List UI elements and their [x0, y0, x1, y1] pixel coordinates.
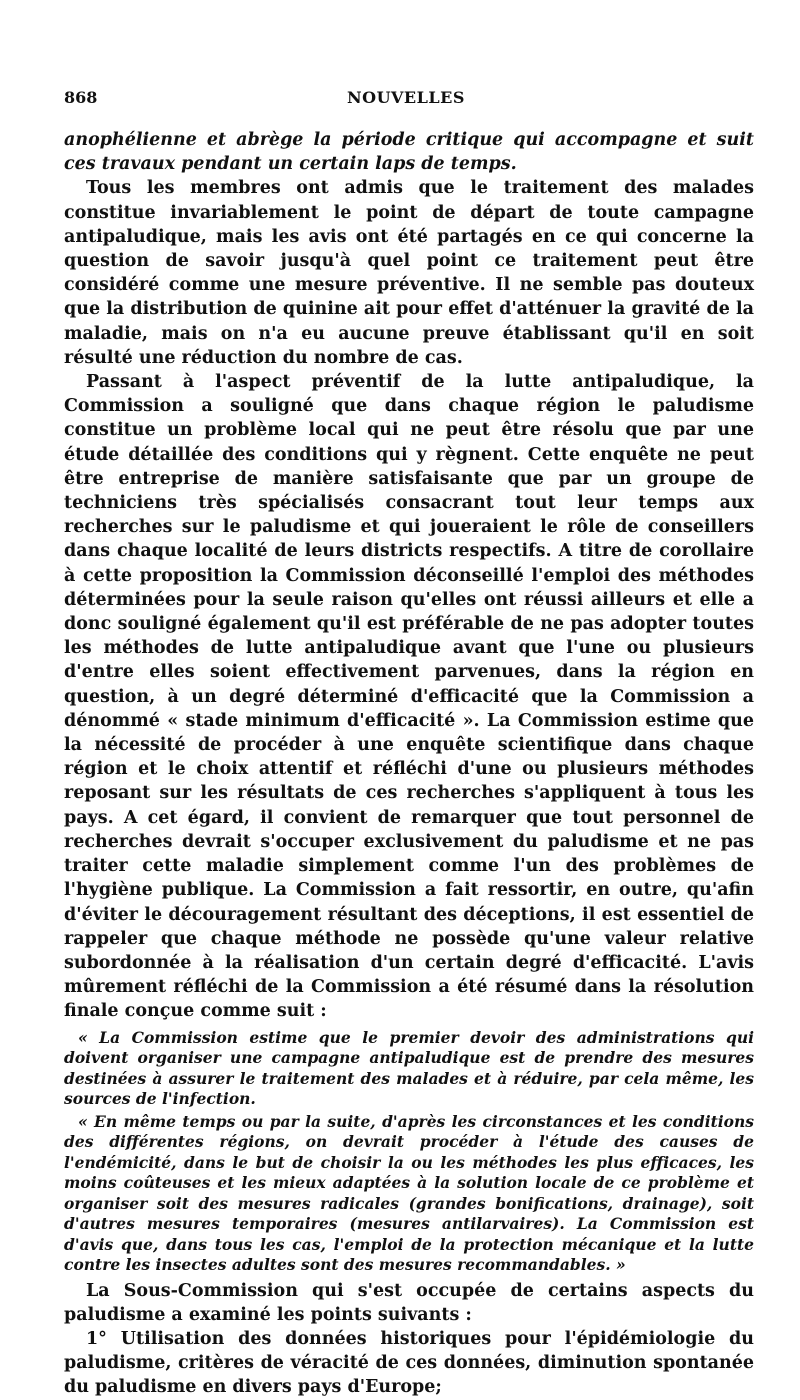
quote-resolution-1: « La Commission estime que le premier devoir des administrations qui doivent organiser une campagne antipaludique est de prendre des mesures destinées à assurer le traitement des malades et à réduire, par cela même, les sources de l'infection. — [64, 1027, 754, 1109]
paragraph-preventive: Passant à l'aspect préventif de la lutte antipaludique, la Commission a souligné que dans chaque région le paludisme constitue un problème local qui ne peut être résolu que par une étude détaillée des conditions qui y règnent. Cette enquête ne peut être entreprise de manière satisfaisante que par un groupe de techniciens très spécialisés consacrant tout leur temps aux recherches sur le paludisme et qui joueraient le rôle de conseillers dans chaque localité de leurs districts respectifs. A titre de corollaire à cette proposition la Commission déconseillé l'emploi des méthodes déterminées pour la seule raison qu'elles ont réussi ailleurs et elle a donc souligné également qu'il est préférable de ne pas adopter toutes les méthodes de lutte antipaludique avant que l'une ou plusieurs d'entre elles soient effectivement parvenues, dans la région en question, à un degré déterminé d'efficacité que la Commission a dénommé « stade minimum d'efficacité ». La Commission estime que la nécessité de procéder à une enquête scientifique dans chaque région et le choix attentif et réfléchi d'une ou plusieurs méthodes reposant sur les résultats de ces recherches s'appliquent à tous les pays. A cet égard, il convient de remarquer que tout personnel de recherches devrait s'occuper exclusivement du paludisme et ne pas traiter cette maladie simplement comme l'un des problèmes de l'hygiène publique. La Commission a fait ressortir, en outre, qu'afin d'éviter le découragement résultant des déceptions, il est essentiel de rappeler que chaque méthode ne possède qu'une valeur relative subordonnée à la réalisation d'un certain degré d'efficacité. L'avis mûrement réfléchi de la Commission a été résumé dans la résolution finale conçue comme suit : — [64, 372, 754, 1022]
running-title: NOUVELLES — [347, 88, 465, 107]
paragraph-subcommission: La Sous-Commission qui s'est occupée de certains aspects du paludisme a examiné les points suivants : — [64, 1280, 754, 1325]
body-text — [64, 128, 754, 1400]
page-number: 868 — [64, 88, 98, 107]
list-item-1: 1° Utilisation des données historiques pour l'épidémiologie du paludisme, critères de véracité de ces données, diminution spontanée du paludisme en divers pays d'Europe; — [64, 1328, 754, 1398]
page-header — [64, 88, 754, 112]
quote-resolution-2: « En même temps ou par la suite, d'après les circonstances et les conditions des différentes régions, on devrait procéder à l'étude des causes de l'endémicité, dans le but de choisir la ou les méthodes les plus efficaces, les moins coûteuses et les mieux adaptées à la solution locale de ce problème et organiser soit des mesures radicales (grandes bonifications, drainage), soit d'autres mesures temporaires (mesures antilarvaires). La Commission est d'avis que, dans tous les cas, l'emploi de la protection mécanique et la lutte contre les insectes adultes sont des mesures recommandables. » — [64, 1111, 754, 1275]
paragraph-continuation: anophélienne et abrège la période critique qui accompagne et suit ces travaux pendant un certain laps de temps. — [64, 130, 754, 175]
paragraph-treatment: Tous les membres ont admis que le traitement des malades constitue invariablement le point de départ de toute campagne antipaludique, mais les avis ont été partagés en ce qui concerne la question de savoir jusqu'à quel point ce traitement peut être considéré comme une mesure préventive. Il ne semble pas douteux que la distribution de quinine ait pour effet d'atténuer la gravité de la maladie, mais on n'a eu aucune preuve établissant qu'il en soit résulté une réduction du nombre de cas. — [64, 178, 754, 368]
